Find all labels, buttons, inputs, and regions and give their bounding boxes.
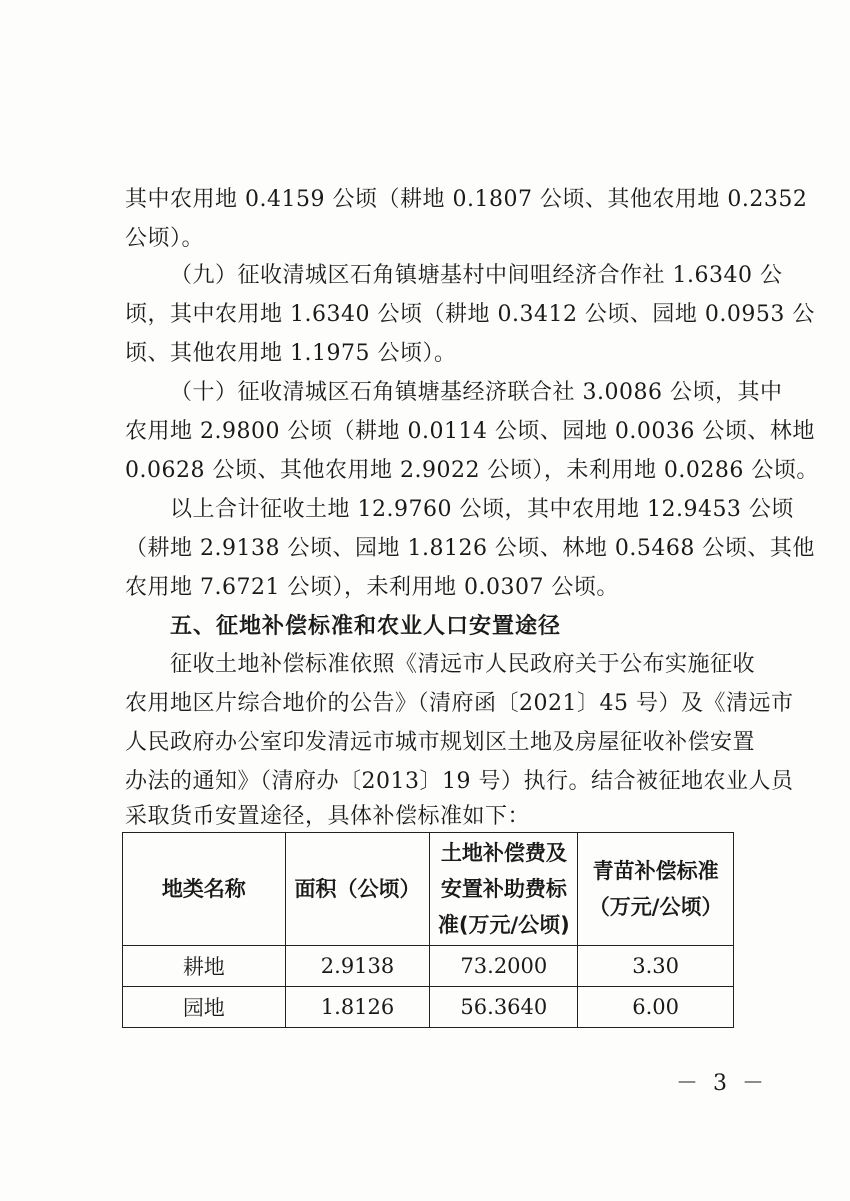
cell-area: 1.8126 <box>285 987 430 1028</box>
cell-crop-compensation: 3.30 <box>578 946 734 987</box>
paragraph-8-tail-line-2: 公顷）。 <box>125 226 205 251</box>
cell-crop-compensation: 6.00 <box>578 987 734 1028</box>
header-type-name-text: 地类名称 <box>161 877 246 901</box>
total-line-2: （耕地 2.9138 公顷、园地 1.8126 公顷、林地 0.5468 公顷、其他 <box>125 536 815 561</box>
cell-land-compensation: 56.3640 <box>430 987 578 1028</box>
total-line-3: 农用地 7.6721 公顷），未利用地 0.0307 公顷。 <box>125 575 619 600</box>
table-row <box>123 987 734 1028</box>
compensation-table <box>122 832 734 1028</box>
header-crop-compensation-line-2: （万元/公顷） <box>588 895 723 919</box>
paragraph-10-line-3: 0.0628 公顷、其他农用地 2.9022 公顷），未利用地 0.0286 公顷。 <box>125 458 819 483</box>
paragraph-10-line-2: 农用地 2.9800 公顷（耕地 0.0114 公顷、园地 0.0036 公顷、林地 <box>125 419 815 444</box>
table-header-row <box>123 833 734 946</box>
header-area <box>285 833 430 946</box>
basis-line-5: 采取货币安置途径，具体补偿标准如下： <box>125 804 531 829</box>
cell-type: 园地 <box>123 987 286 1028</box>
cell-area: 2.9138 <box>285 946 430 987</box>
basis-line-1: 征收土地补偿标准依照《清远市人民政府关于公布实施征收 <box>170 652 756 677</box>
cell-type: 耕地 <box>123 946 286 987</box>
paragraph-8-tail-line-1: 其中农用地 0.4159 公顷（耕地 0.1807 公顷、其他农用地 0.2352 <box>125 187 808 212</box>
header-crop-compensation <box>578 833 734 946</box>
header-area-text: 面积（公顷） <box>294 877 421 901</box>
header-crop-compensation-line-1: 青苗补偿标准 <box>592 859 719 883</box>
paragraph-9-line-3: 顷、其他农用地 1.1975 公顷）。 <box>125 341 457 366</box>
header-type-name <box>123 833 286 946</box>
basis-line-3: 人民政府办公室印发清远市城市规划区土地及房屋征收补偿安置 <box>125 730 756 755</box>
cell-land-compensation: 73.2000 <box>430 946 578 987</box>
header-land-compensation-line-1: 土地补偿费及 <box>440 841 567 865</box>
header-land-compensation <box>430 833 578 946</box>
header-land-compensation-line-2: 安置补助费标 <box>440 877 567 901</box>
paragraph-9-line-2: 顷，其中农用地 1.6340 公顷（耕地 0.3412 公顷、园地 0.0953 公 <box>125 302 815 327</box>
header-land-compensation-line-3: 准(万元/公顷) <box>437 913 570 937</box>
total-line-1: 以上合计征收土地 12.9760 公顷，其中农用地 12.9453 公顷 <box>170 497 794 522</box>
section-5-heading: 五、征地补偿标准和农业人口安置途径 <box>170 614 562 639</box>
paragraph-10-line-1: （十）征收清城区石角镇塘基经济联合社 3.0086 公顷，其中 <box>170 380 783 405</box>
paragraph-9-line-1: （九）征收清城区石角镇塘基村中间咀经济合作社 1.6340 公 <box>170 263 783 288</box>
page-number: － 3 － <box>676 1071 768 1096</box>
table-row <box>123 946 734 987</box>
basis-line-2: 农用地区片综合地价的公告》（清府函〔2021〕45 号）及《清远市 <box>125 691 794 716</box>
basis-line-4: 办法的通知》（清府办〔2013〕19 号）执行。结合被征地农业人员 <box>125 769 794 794</box>
